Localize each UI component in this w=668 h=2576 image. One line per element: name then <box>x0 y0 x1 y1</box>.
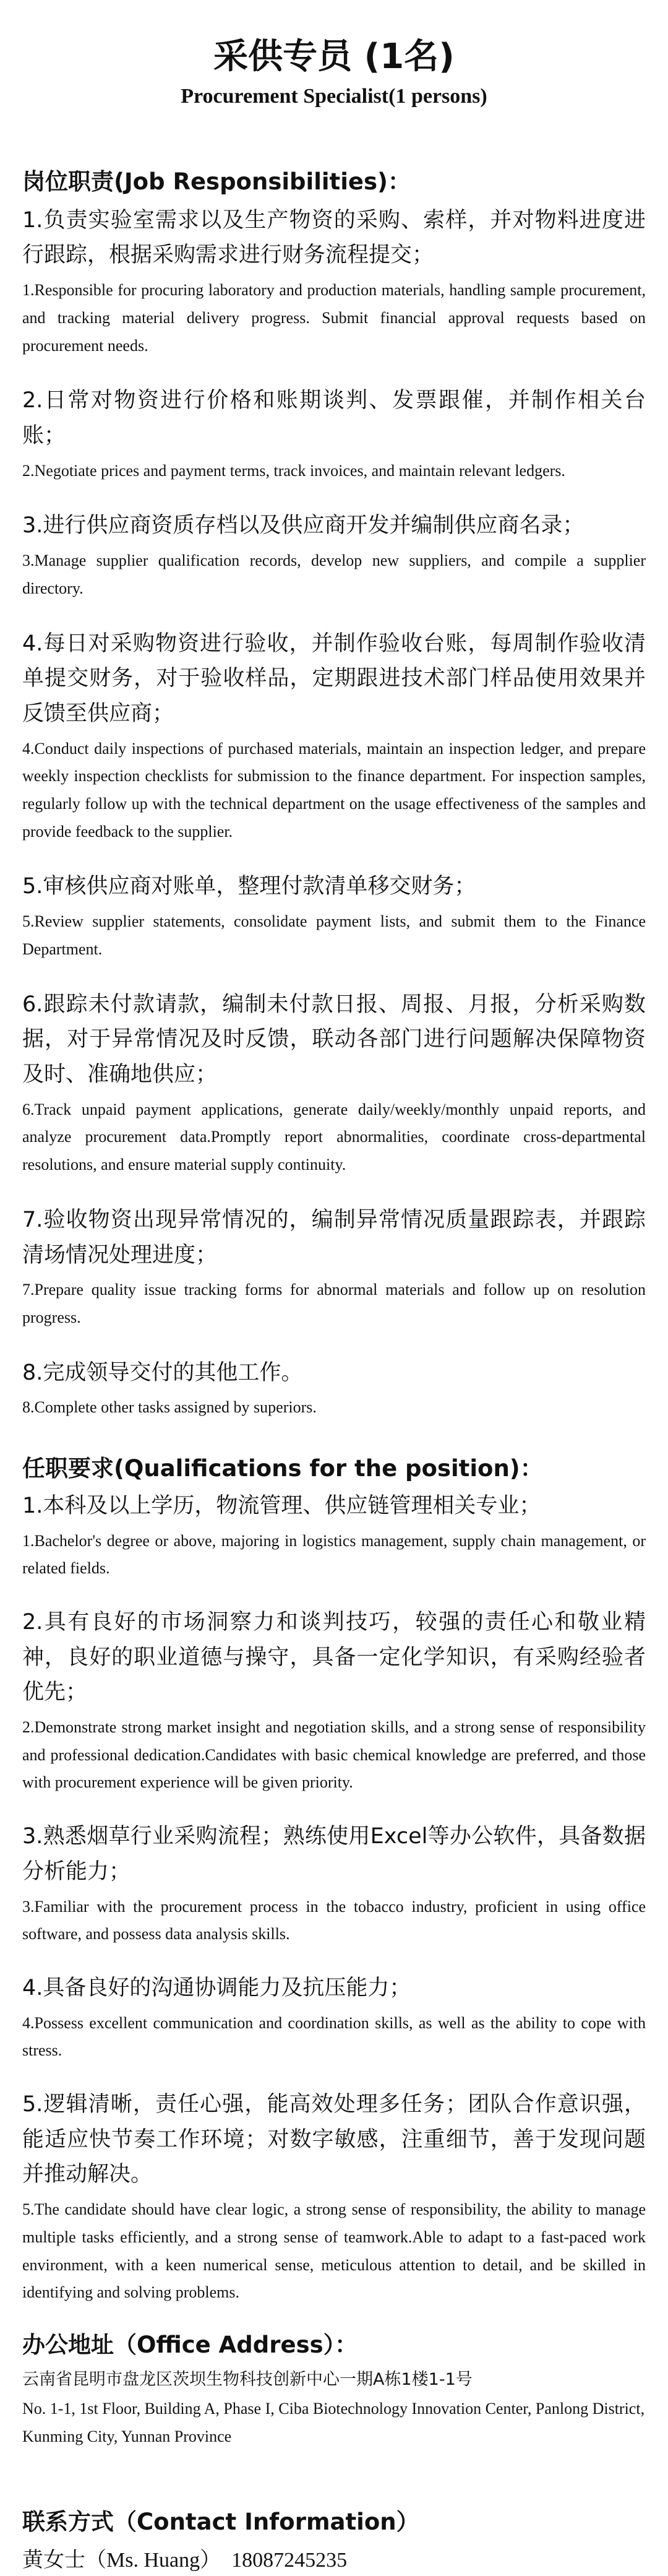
qualification-text-cn: 5.逻辑清晰，责任心强，能高效处理多任务；团队合作意识强，能适应快节奏工作环境；对数字敏感，注重细节，善于发现问题并推动解决。 <box>22 2092 646 2187</box>
qualifications-heading: 任职要求(Qualifications for the position)： <box>22 1455 543 1482</box>
qualification-item <box>22 1819 646 1948</box>
responsibility-text-cn: 6.跟踪未付款请款，编制未付款日报、周报、月报，分析采购数据，对于异常情况及时反馈，联动各部门进行问题解决保障物资及时、准确地供应； <box>22 992 646 1087</box>
office-address-section <box>22 2329 646 2450</box>
contact-name-cn: 黄女士 <box>22 2548 85 2573</box>
responsibility-text-en: 2.Negotiate prices and payment terms, track invoices, and maintain relevant ledgers. <box>22 461 565 480</box>
contact-name-en: （Ms. Huang） <box>85 2549 221 2572</box>
responsibilities-section <box>22 166 646 1422</box>
office-address-heading: 办公地址（Office Address）： <box>22 2332 358 2359</box>
responsibility-text-cn: 8.完成领导交付的其他工作。 <box>22 1360 303 1385</box>
responsibility-item <box>22 1203 646 1332</box>
qualifications-section <box>22 1453 646 2307</box>
responsibility-text-cn: 4.每日对采购物资进行验收，并制作验收台账，每周制作验收清单提交财务，对于验收样品，定期跟进技术部门样品使用效果并反馈至供应商； <box>22 631 646 726</box>
qualification-text-en: 4.Possess excellent communication and coordination skills, as well as the ability to cope with stress. <box>22 2013 646 2060</box>
responsibility-text-en: 1.Responsible for procuring laboratory and production materials, handling sample procurement, and tracking material delivery progress. Submit financial approval requests based on procurement needs. <box>22 281 646 355</box>
office-address-en: No. 1-1, 1st Floor, Building A, Phase I, Ciba Biotechnology Innovation Center, Panlong District, Kunming City, Yunnan Province <box>22 2400 645 2445</box>
contact-phone[interactable]: 18087245235 <box>231 2549 348 2572</box>
qualification-item <box>22 1605 646 1797</box>
qualification-text-en: 5.The candidate should have clear logic, a strong sense of responsibility, the ability to manage multiple tasks efficiently, and a strong sense of teamwork.Able to adapt to a fast-paced work environment, with a keen numerical sense, meticulous attention to detail, and be skilled in identifying and solving problems. <box>22 2200 646 2302</box>
qualification-text-en: 1.Bachelor's degree or above, majoring in logistics management, supply chain management, or related fields. <box>22 1531 646 1578</box>
qualification-text-en: 2.Demonstrate strong market insight and negotiation skills, and a strong sense of responsibility and professional dedication.Candidates with basic chemical knowledge are preferred, and those with procurement experience will be given priority. <box>22 1718 646 1792</box>
responsibilities-heading: 岗位职责(Job Responsibilities)： <box>22 168 411 195</box>
contact-heading: 联系方式（Contact Information） <box>22 2509 419 2536</box>
qualification-text-cn: 1.本科及以上学历，物流管理、供应链管理相关专业； <box>22 1493 541 1518</box>
posting-header <box>22 37 646 111</box>
qualification-item <box>22 1489 646 1583</box>
page-subtitle: Procurement Specialist(1 persons) <box>181 85 487 108</box>
responsibility-item <box>22 203 646 360</box>
qualifications-list <box>22 1489 646 2307</box>
responsibility-item <box>22 1355 646 1422</box>
responsibility-text-cn: 7.验收物资出现异常情况的，编制异常情况质量跟踪表，并跟踪清场情况处理进度； <box>22 1207 646 1268</box>
contact-section <box>22 2506 646 2576</box>
responsibility-text-cn: 5.审核供应商对账单，整理付款清单移交财务； <box>22 874 476 899</box>
qualification-item <box>22 1971 646 2065</box>
responsibilities-list <box>22 203 646 1422</box>
qualification-text-cn: 3.熟悉烟草行业采购流程；熟练使用Excel等办公软件，具备数据分析能力； <box>22 1824 646 1884</box>
qualification-text-cn: 2.具有良好的市场洞察力和谈判技巧，较强的责任心和敬业精神，良好的职业道德与操守，具备一定化学知识，有采购经验者优先； <box>22 1609 646 1705</box>
responsibility-text-en: 3.Manage supplier qualification records, develop new suppliers, and compile a supplier directory. <box>22 551 646 597</box>
responsibility-item <box>22 626 646 846</box>
responsibility-text-cn: 1.负责实验室需求以及生产物资的采购、索样，并对物料进度进行跟踪，根据采购需求进行财务流程提交； <box>22 207 646 268</box>
contact-line <box>22 2544 646 2576</box>
responsibility-text-en: 4.Conduct daily inspections of purchased materials, maintain an inspection ledger, and prepare weekly inspection checklists for submission to the finance department. For inspection samples, regularly follow up with the technical department on the usage effectiveness of the samples and provide feedback to the supplier. <box>22 739 646 841</box>
responsibility-text-en: 7.Prepare quality issue tracking forms for abnormal materials and follow up on resolution progress. <box>22 1281 646 1326</box>
page-title: 采供专员 (1名) <box>213 37 455 77</box>
responsibility-item <box>22 987 646 1179</box>
responsibility-item <box>22 383 646 485</box>
responsibility-text-en: 5.Review supplier statements, consolidate payment lists, and submit them to the Finance Department. <box>22 912 646 958</box>
responsibility-text-cn: 2.日常对物资进行价格和账期谈判、发票跟催，并制作相关台账； <box>22 388 646 448</box>
responsibility-text-en: 8.Complete other tasks assigned by superiors. <box>22 1398 317 1417</box>
responsibility-text-cn: 3.进行供应商资质存档以及供应商开发并编制供应商名录； <box>22 513 584 538</box>
office-address-cn: 云南省昆明市盘龙区茨坝生物科技创新中心一期A栋1楼1-1号 <box>22 2369 473 2389</box>
responsibility-item <box>22 508 646 602</box>
contact-phone-spacer <box>221 2549 231 2572</box>
responsibility-item <box>22 869 646 963</box>
qualification-text-en: 3.Familiar with the procurement process in the tobacco industry, proficient in using office software, and possess data analysis skills. <box>22 1897 646 1943</box>
responsibility-text-en: 6.Track unpaid payment applications, generate daily/weekly/monthly unpaid reports, and analyze procurement data.Promptly report abnormalities, coordinate cross-departmental resolutions, and ensure material supply continuity. <box>22 1100 646 1174</box>
qualification-text-cn: 4.具备良好的沟通协调能力及抗压能力； <box>22 1975 411 2000</box>
qualification-item <box>22 2087 646 2307</box>
